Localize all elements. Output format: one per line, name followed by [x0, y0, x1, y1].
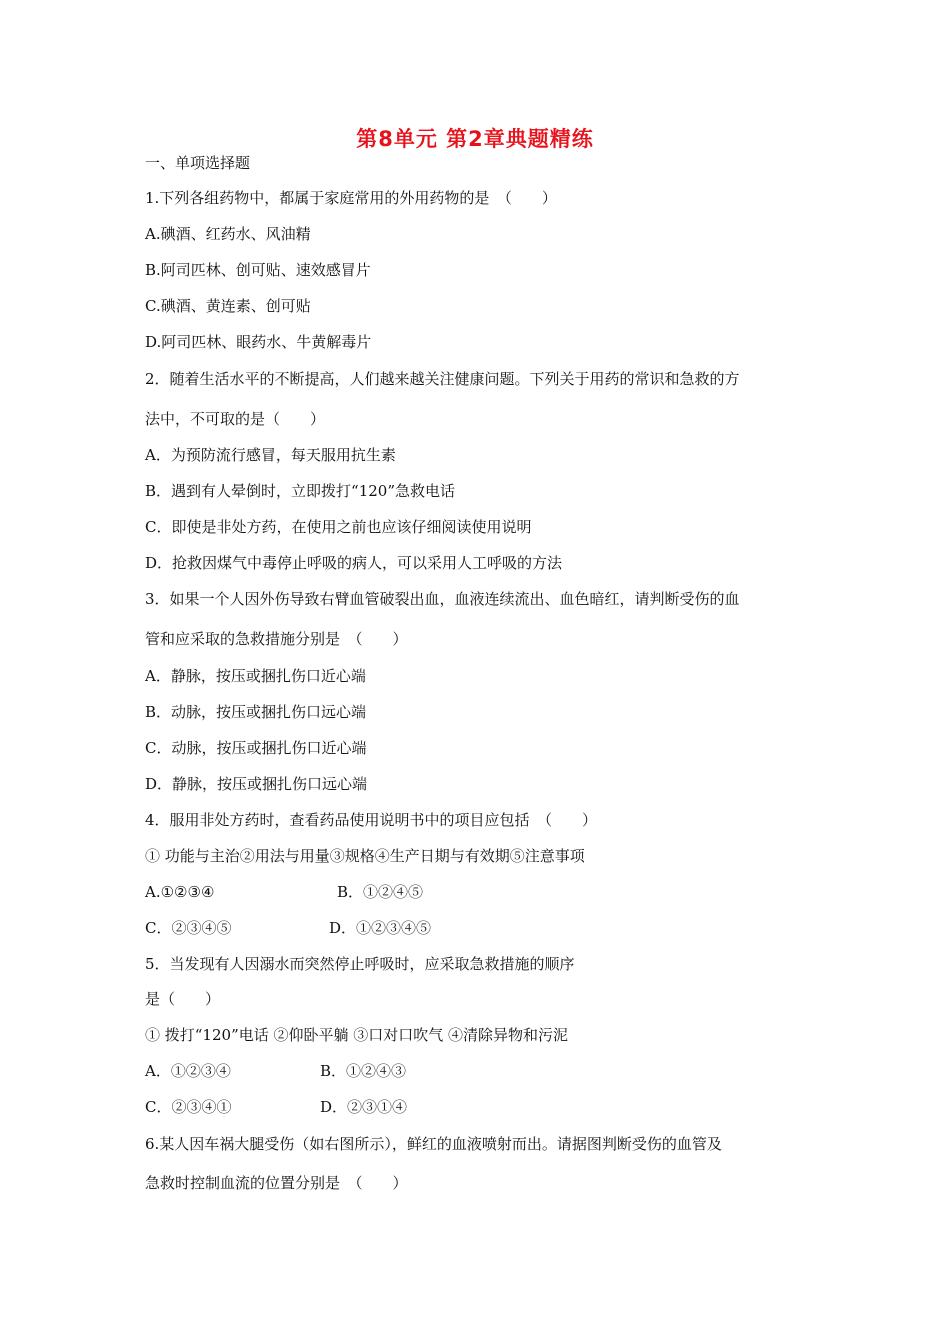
- question-2-option-c: C．即使是非处方药，在使用之前也应该仔细阅读使用说明: [145, 518, 532, 536]
- question-5-stem-line-1: 5．当发现有人因溺水而突然停止呼吸时，应采取急救措施的顺序: [145, 955, 575, 973]
- question-1-option-c: C.碘酒、黄连素、创可贴: [145, 297, 311, 315]
- question-4-items: ① 功能与主治②用法与用量③规格④生产日期与有效期⑤注意事项: [145, 847, 585, 865]
- question-3-option-a: A．静脉，按压或捆扎伤口近心端: [145, 667, 366, 685]
- question-4-option-c: C．②③④⑤: [145, 919, 232, 937]
- question-4-option-a: A.①②③④: [145, 883, 215, 901]
- question-2-option-a: A．为预防流行感冒，每天服用抗生素: [145, 446, 396, 464]
- question-4-stem: 4．服用非处方药时，查看药品使用说明书中的项目应包括 （ ）: [145, 811, 598, 829]
- question-4-option-d: D．①②③④⑤: [329, 919, 432, 937]
- question-3-stem-line-1: 3．如果一个人因外伤导致右臂血管破裂出血，血液连续流出、血色暗红，请判断受伤的血: [145, 590, 740, 608]
- page-title: 第8单元 第2章典题精练: [356, 127, 594, 151]
- question-4-option-b: B．①②④⑤: [337, 883, 424, 901]
- question-3-option-b: B．动脉，按压或捆扎伤口远心端: [145, 703, 367, 721]
- question-5-stem-line-2: 是（ ）: [145, 990, 221, 1008]
- question-5-option-d: D．②③①④: [320, 1098, 408, 1116]
- question-2-option-d: D．抢救因煤气中毒停止呼吸的病人，可以采用人工呼吸的方法: [145, 554, 563, 572]
- question-3-stem-line-2: 管和应采取的急救措施分别是 （ ）: [145, 630, 408, 648]
- question-6-stem-line-2: 急救时控制血流的位置分别是 （ ）: [145, 1174, 408, 1192]
- section-heading: 一、单项选择题: [145, 154, 251, 172]
- question-3-option-d: D．静脉，按压或捆扎伤口远心端: [145, 775, 368, 793]
- question-1-option-a: A.碘酒、红药水、风油精: [145, 225, 311, 243]
- question-2-option-b: B．遇到有人晕倒时，立即拨打“120”急救电话: [145, 482, 455, 500]
- question-1-option-b: B.阿司匹林、创可贴、速效感冒片: [145, 261, 371, 279]
- question-2-stem-line-2: 法中，不可取的是（ ）: [145, 410, 326, 428]
- question-2-stem-line-1: 2．随着生活水平的不断提高，人们越来越关注健康问题。下列关于用药的常识和急救的方: [145, 370, 740, 388]
- question-1-stem: 1.下列各组药物中，都属于家庭常用的外用药物的是 （ ）: [145, 189, 557, 207]
- question-5-option-a: A．①②③④: [145, 1062, 231, 1080]
- question-3-option-c: C．动脉，按压或捆扎伤口近心端: [145, 739, 367, 757]
- question-5-option-c: C．②③④①: [145, 1098, 232, 1116]
- question-5-items: ① 拨打“120”电话 ②仰卧平躺 ③口对口吹气 ④清除异物和污泥: [145, 1026, 569, 1044]
- question-6-stem-line-1: 6.某人因车祸大腿受伤（如右图所示），鲜红的血液喷射而出。请据图判断受伤的血管及: [145, 1135, 722, 1153]
- question-5-option-b: B．①②④③: [320, 1062, 407, 1080]
- question-1-option-d: D.阿司匹林、眼药水、牛黄解毒片: [145, 333, 372, 351]
